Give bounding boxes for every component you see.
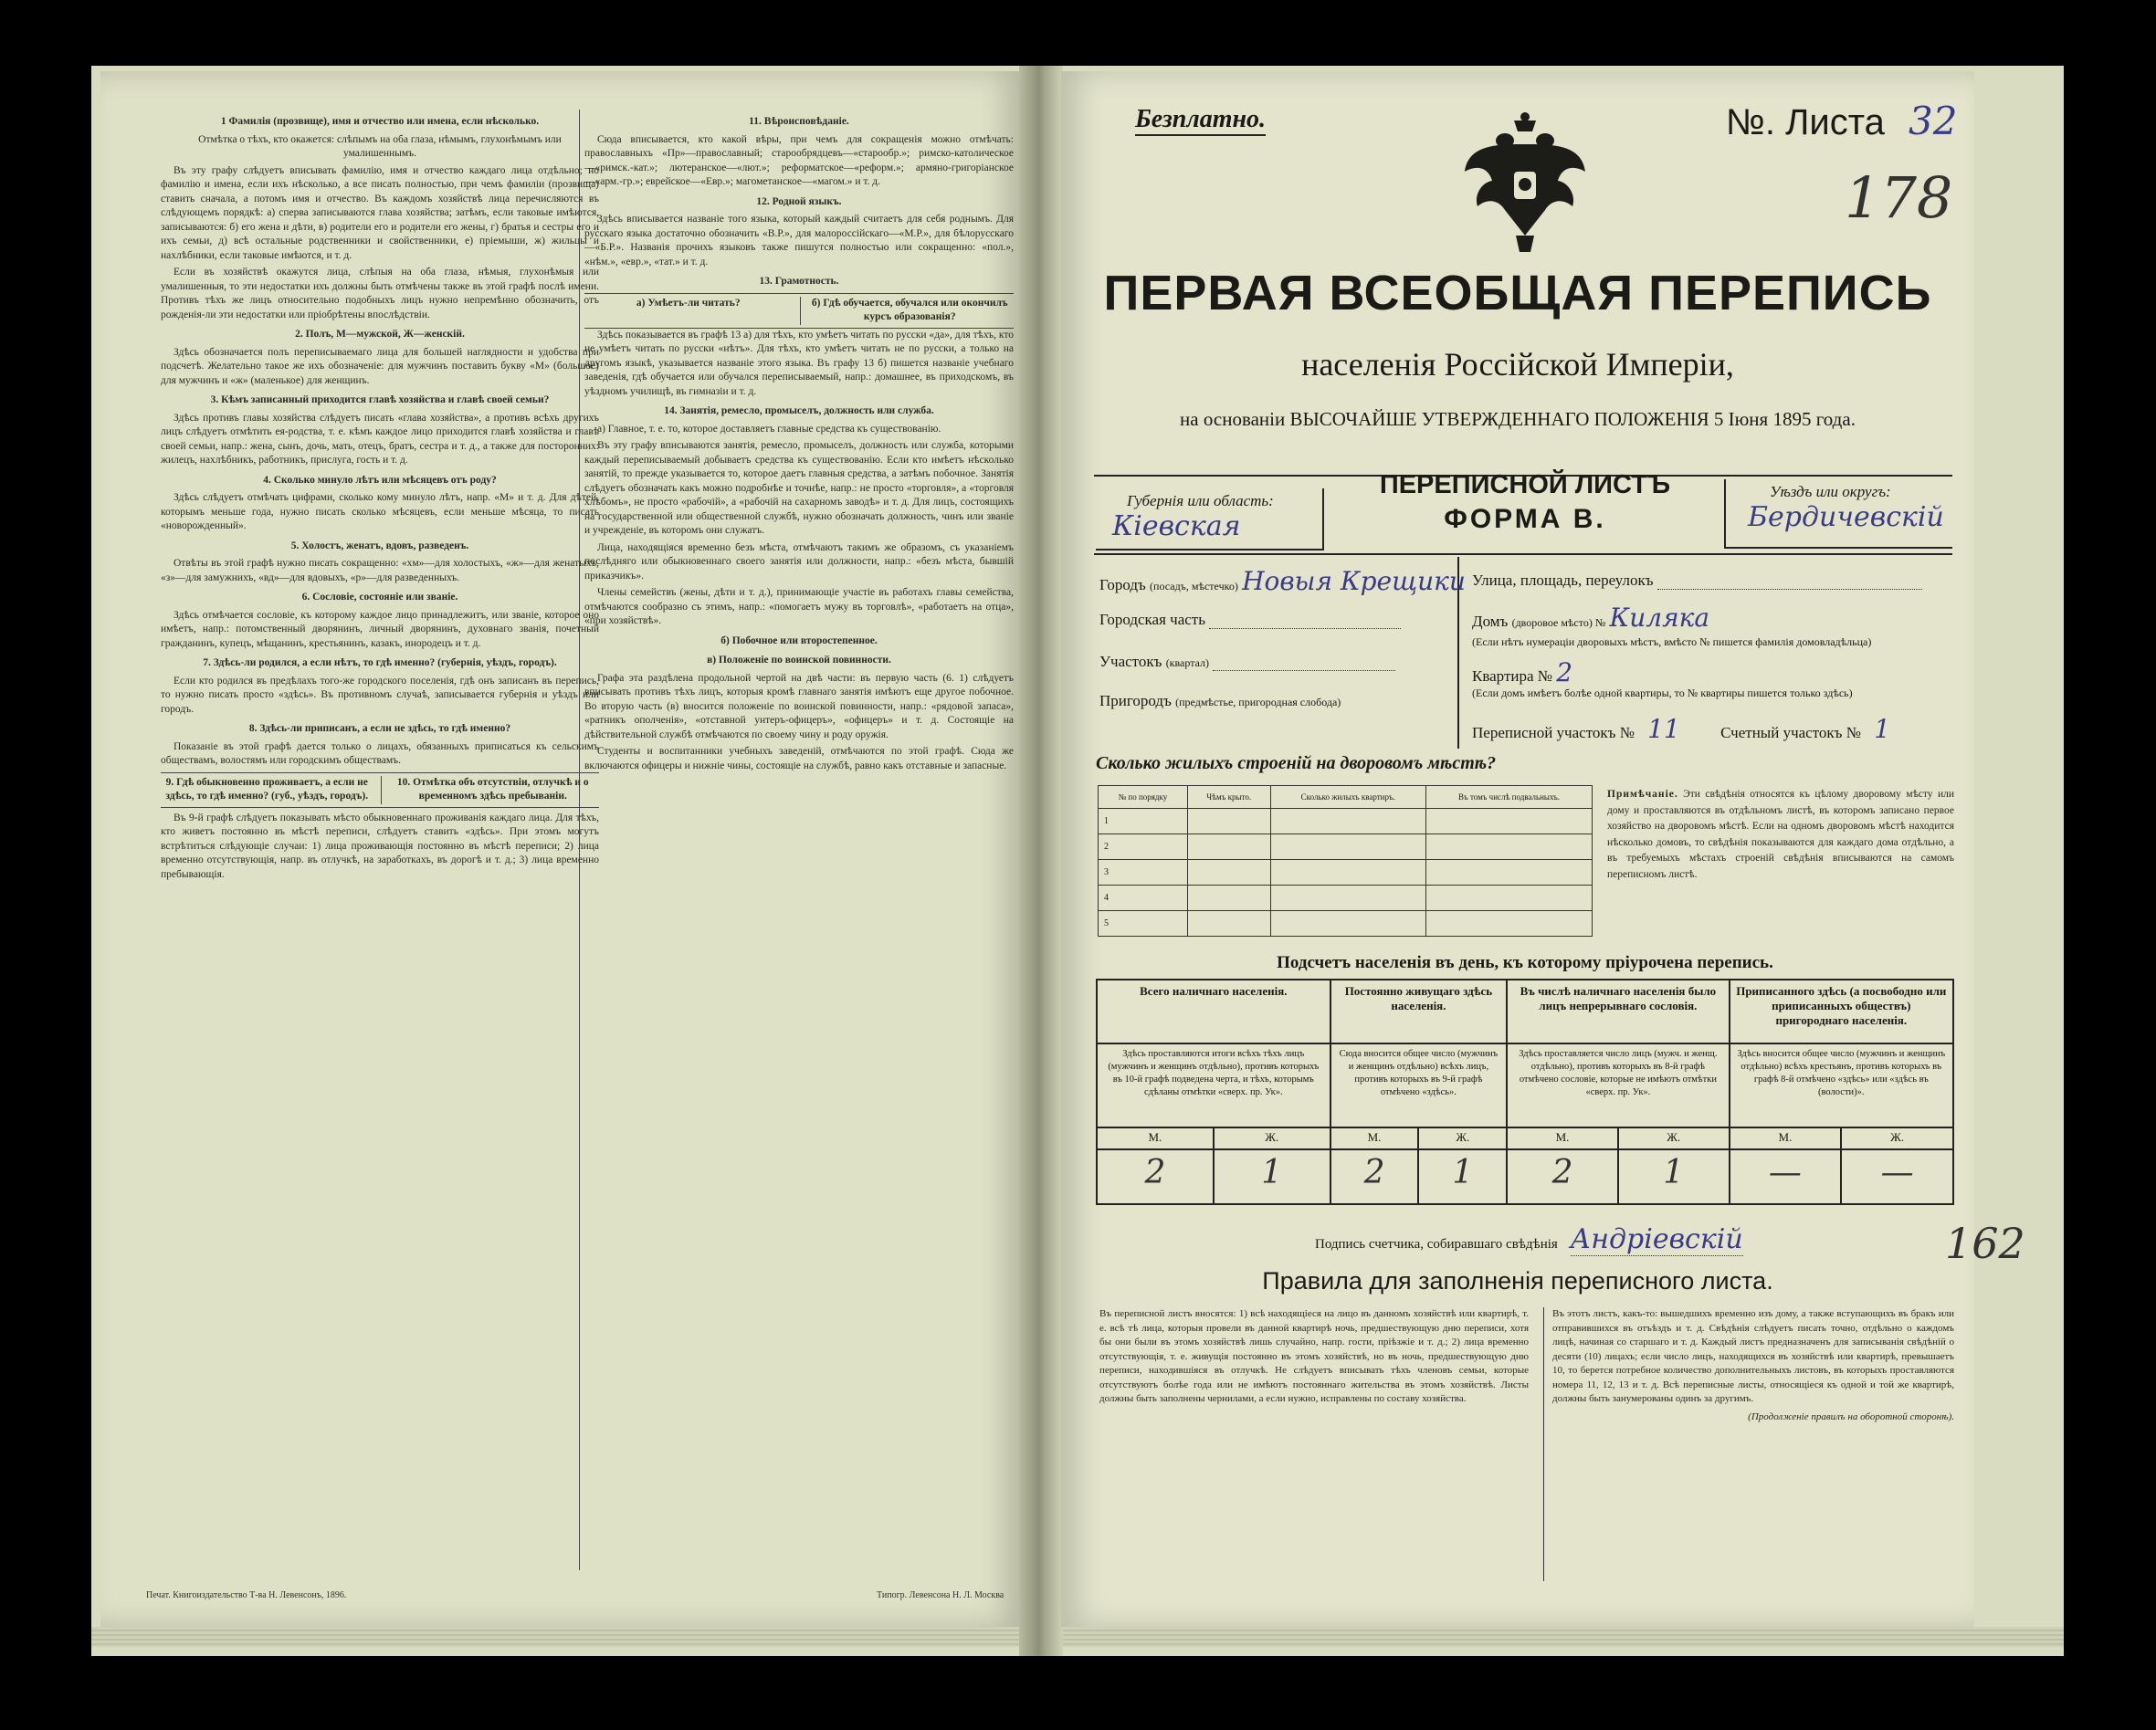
guberniya-box xyxy=(1096,488,1324,550)
count-header-estate: Въ числѣ наличнаго населенія было лицъ непрерывнаго сословія. xyxy=(1507,980,1729,1043)
count-district-value: 1 xyxy=(1874,714,1891,744)
section-14-text-2: Лица, находящіяся временно безъ мѣста, отмѣчаютъ такимъ же образомъ, съ указаніемъ послѣдняго или обыкновеннаго своего занятія или должности, напр.: «безъ мѣста, бывшій приказчикъ». xyxy=(584,541,1014,582)
left-footer-right: Типогр. Левенсона Н. Л. Москва xyxy=(877,1590,1004,1600)
uchastok-row xyxy=(1099,652,1395,671)
section-13b-title: б) Гдѣ обучается, обучался или окончилъ курсъ образованія? xyxy=(800,297,1015,325)
count-estate-m: 2 xyxy=(1507,1149,1618,1204)
count-header-present: Всего наличнаго населенія. xyxy=(1097,980,1330,1043)
buildings-row xyxy=(1099,809,1593,834)
districts-row xyxy=(1472,714,1890,744)
prigorod-label: Пригородъ xyxy=(1099,692,1172,709)
section-11-text: Сюда вписывается, кто какой вѣры, при чемъ для сокращенія можно отмѣчать: православныхъ «Пр»—православный; старообрядцевъ—«старообр.»; римско-католическое—«римск.-кат.»; лютеранское—«лют.»; реформатское—«реформ.»; армяно-григоріанское—«арм.-гр.»; еврейское—«Евр.»; магометанское—«магом.» и т. д. xyxy=(584,133,1014,187)
counter-label: Подпись счетчика, собиравшаго свѣдѣнія xyxy=(1315,1237,1558,1252)
street-field xyxy=(1657,571,1922,590)
count-registered-f: — xyxy=(1841,1149,1953,1204)
section-14a: а) Главное, т. е. то, которое доставляетъ главные средства къ существованію. xyxy=(597,423,941,435)
flat-label: Квартира № xyxy=(1472,667,1553,685)
count-estate-f: 1 xyxy=(1618,1149,1730,1204)
perepis-district-label: Переписной участокъ № xyxy=(1472,724,1635,741)
buildings-row-no: 2 xyxy=(1099,834,1188,860)
count-present-f: 1 xyxy=(1214,1149,1330,1204)
buildings-header-roof: Чѣмъ крыто. xyxy=(1187,786,1270,809)
uchastok-field xyxy=(1213,652,1395,671)
buildings-table xyxy=(1098,785,1593,937)
section-14-text-4: Графа эта раздѣлена продольной чертой на двѣ части: въ первую часть (6. 1) слѣдуетъ вписывать противъ тѣхъ лицъ, которыя кромѣ главнаго занятія имѣютъ еще другое побочное. Во вторую часть (в) вносится положеніе по воинской повинности, напр.: «рядовой запаса», «ратникъ ополченія», «отставной унтеръ-офицеръ», «офицеръ» и т. д. Состоящіе на дѣйствительной службѣ отмѣчаются по своему чину и роду оружія. xyxy=(584,672,1014,740)
prigorod-label-small: (предмѣстье, пригородная слобода) xyxy=(1175,696,1341,708)
section-14-text-3: Члены семействъ (жены, дѣти и т. д.), принимающіе участіе въ работахъ главы семейства, отмѣчаются сообразно съ этимъ, напр.: «помогаетъ мужу въ торговлѣ», «работаетъ на отца», «при хозяйствѣ». xyxy=(584,587,1014,626)
house-label: Домъ xyxy=(1472,613,1509,630)
population-count-title: Подсчетъ населенія въ день, къ которому пріурочена перепись. xyxy=(1277,953,1773,972)
book-gutter xyxy=(1019,66,1063,1656)
section-1-text: Въ эту графу слѣдуетъ вписывать фамилію, имя и отчество каждаго лица отдѣльно; но фамилію и имена, если ихъ нѣсколько, а все писать полностью, при чемъ фамиліи (прозвища) ставить сначала, а потомъ имя и отчество. Въ каждомъ хозяйствѣ лица перечисляются въ слѣдующемъ порядкѣ: а) сперва записываются глава хозяйства; затѣмъ, если таковые имѣются, записываются: б) его жена и дѣти, в) родители его и родители его жены, г) братья и сестры его и ихъ семьи, д) всѣ остальные родственники и свойственники, е) пріемыши, ж) жильцы и нахлѣбники, если таковые имѣются, и т. д. xyxy=(161,164,599,261)
count-desc-registered: Здѣсь вносится общее число (мужчинъ и женщинъ отдѣльно) всѣхъ крестьянъ, противъ которыхъ въ графѣ 8-й отмѣчено «здѣсь» или «здѣсь въ (волости)». xyxy=(1730,1043,1953,1127)
section-5-title: 5. Холостъ, женатъ, вдовъ, разведенъ. xyxy=(290,540,469,551)
note-label: Примѣчаніе. xyxy=(1607,789,1678,800)
count-desc-present: Здѣсь проставляются итоги всѣхъ тѣхъ лицъ (мужчинъ и женщинъ отдѣльно), противъ которыхъ въ 10-й графѣ подведена черта, и тѣхъ, которымъ сдѣланы отмѣтки «сверх. пр. Ук». xyxy=(1097,1043,1330,1127)
section-14-text: Въ эту графу вписываются занятія, ремесло, промыселъ, должность или служба, которыми каждый переписываемый добываетъ средства къ существованію. Если кто имѣетъ нѣсколько занятій, то прежде указывается то, которое даетъ главныя средства, а затѣмъ побочное. Занятія слѣдуетъ обозначать какъ можно подробнѣе и точнѣе, напр.: не просто «торговля», а «торговля хлѣбомъ», не просто «рабочій», а «рабочій на сахарномъ заводѣ» и т. д. Для лицъ, состоящихъ на государственной или общественной службѣ, нужно обозначать должность, чинъ или званіе и учрежденіе, въ которомъ они служатъ. xyxy=(584,440,1014,536)
buildings-row-no: 5 xyxy=(1099,911,1188,937)
city-part-field xyxy=(1209,610,1401,629)
rules-right xyxy=(1552,1307,1954,1424)
street-label: Улица, площадь, переулокъ xyxy=(1472,571,1654,589)
house-value: Киляка xyxy=(1609,603,1710,633)
count-permanent-m: 2 xyxy=(1330,1149,1419,1204)
section-8-text: Показаніе въ этой графѣ дается только о лицахъ, обязанныхъ приписаться къ сельскимъ обществамъ, волостямъ или городскимъ обществамъ. xyxy=(161,740,599,766)
left-footer: Печат. Книгоиздательство Т-ва Н. Левенсонъ, 1896. xyxy=(146,1590,347,1600)
section-2-title: 2. Полъ, М—мужской, Ж—женскій. xyxy=(295,329,465,340)
buildings-row xyxy=(1099,860,1593,886)
section-12-title: 12. Родной языкъ. xyxy=(756,195,842,207)
section-7-title: 7. Здѣсь-ли родился, а если нѣтъ, то гдѣ именно? (губернія, уѣздъ, городъ). xyxy=(203,657,557,668)
section-14-text-5: Студенты и воспитанники учебныхъ заведеній, отмѣчаются по этой графѣ. Сюда же включаются офицеры и нижніе чины, состоящіе на службѣ, равно какъ отставные и запасные. xyxy=(584,746,1014,771)
guberniya-label: Губернія или область: xyxy=(1127,492,1274,509)
census-title: ПЕРВАЯ ВСЕОБЩАЯ ПЕРЕПИСЬ xyxy=(1103,266,1932,320)
buildings-row-no: 4 xyxy=(1099,886,1188,911)
section-12-text: Здѣсь вписывается названіе того языка, который каждый считаетъ для себя роднымъ. Для русскаго языка достаточно обозначить «В.Р.», для малороссійскаго—«М.Р.», для бѣлорусскаго—«Б.Р.». Названія прочихъ языковъ также пишутся полностью или сокращенно: «пол.», «нѣм.», «евр.», «тат.» и т. д. xyxy=(584,214,1014,267)
buildings-row xyxy=(1099,834,1593,860)
section-3-text: Здѣсь противъ главы хозяйства слѣдуетъ писать «глава хозяйства», а противъ всѣхъ другихъ лицъ слѣдуетъ отмѣтить ея-родства, т. е. кѣмъ каждое лицо приходится главѣ хозяйства и главѣ своей семьи, напр.: жена, сынъ, дочь, мать, отецъ, братъ, сестра и т. д., а также для посторонних: жилецъ, нахлѣбникъ, работникъ, прислуга, гость и т. д. xyxy=(161,412,599,466)
pencil-note-162: 162 xyxy=(1945,1219,2025,1268)
section-11-title: 11. Вѣроисповѣданіе. xyxy=(749,116,849,127)
buildings-header-flats: Сколько жилыхъ квартиръ. xyxy=(1270,786,1426,809)
form-label: ФОРМА В. xyxy=(1444,504,1606,534)
section-1-title: 1 Фамилія (прозвище), имя и отчество или имена, если нѣсколько. xyxy=(220,116,540,127)
buildings-row xyxy=(1099,886,1593,911)
section-8-title: 8. Здѣсь-ли приписанъ, а если не здѣсь, то гдѣ именно? xyxy=(248,723,511,734)
section-1-subtitle: Отмѣтка о тѣхъ, кто окажется: слѣпымъ на оба глаза, нѣмымъ, глухонѣмымъ или умалишеннымъ. xyxy=(198,133,562,159)
city-value: Новыя Крещики xyxy=(1242,566,1466,596)
section-13-text: Здѣсь показывается въ графѣ 13 а) для тѣхъ, кто умѣетъ читать по русски «да», для тѣхъ, кто не умѣетъ читать по русски «нѣтъ». Для тѣхъ, кто умѣетъ читать не по русски, а только на другомъ языкѣ, указывается названіе этого языка. Въ графу 13 б) пишется названіе учебнаго заведенія, гдѣ обучается или обучался переписываемый, напр.: домашнее, въ приходскомъ, въ уѣздномъ училищѣ, въ гимназіи и т. д. xyxy=(584,329,1014,397)
section-7-text: Если кто родился въ предѣлахъ того-же городского поселенія, гдѣ онъ записанъ въ перепись, то нужно писать просто «здѣсь». Въ противномъ случаѣ, записывается губернія и уѣздъ или городъ. xyxy=(161,675,599,715)
count-present-m: 2 xyxy=(1097,1149,1214,1204)
buildings-row-no: 1 xyxy=(1099,809,1188,834)
flat-value: 2 xyxy=(1556,657,1573,687)
buildings-header-no: № по порядку xyxy=(1099,786,1188,809)
section-4-title: 4. Сколько минуло лѣтъ или мѣсяцевъ отъ роду? xyxy=(263,474,497,486)
section-9-text: Въ 9-й графѣ слѣдуетъ показывать мѣсто обыкновеннаго проживанія каждаго лица. Для тѣхъ, кто живетъ постоянно въ мѣстѣ переписи, слѣдуетъ ставить «здѣсь». При этомъ могутъ встрѣтиться слѣдующіе случаи: 1) лица проживающія постоянно въ мѣстѣ переписи; 2) лица временно отсутствующія, напр. въ отлучкѣ, на заработкахъ, въ дорогѣ и т. д.; 3) лица временно пребывающія. xyxy=(161,812,599,880)
left-column-2 xyxy=(584,110,1014,776)
female-label: Ж. xyxy=(1841,1127,1953,1149)
perepis-district-value: 11 xyxy=(1647,714,1680,744)
city-label: Городъ xyxy=(1099,576,1146,593)
count-desc-estate: Здѣсь проставляется число лицъ (мужч. и женщ. отдѣльно), противъ которыхъ въ 8-й графѣ отмѣчено сословіе, которые не имѣютъ отмѣтки «сверх. пр. Ук». xyxy=(1507,1043,1729,1127)
uchastok-label: Участокъ xyxy=(1099,653,1162,670)
buildings-row-no: 3 xyxy=(1099,860,1188,886)
section-10-title: 10. Отмѣтка объ отсутствіи, отлучкѣ и о временномъ здѣсь пребываніи. xyxy=(381,776,600,804)
city-part-label: Городская часть xyxy=(1099,611,1205,628)
house-note: (Если нѣтъ нумераціи дворовыхъ мѣстъ, вмѣсто № пишется фамилія домовладѣльца) xyxy=(1472,635,1872,648)
flat-row xyxy=(1472,657,1572,687)
house-label-small: (дворовое мѣсто) № xyxy=(1511,616,1606,629)
city-row xyxy=(1099,566,1466,596)
section-9-title: 9. Гдѣ обыкновенно проживаетъ, а если не здѣсь, то гдѣ именно? (губ., уѣздъ, городъ). xyxy=(165,776,369,802)
section-13-title: 13. Грамотность. xyxy=(759,276,839,287)
count-district-label: Счетный участокъ № xyxy=(1720,724,1861,741)
buildings-header-basement: Въ томъ числѣ подвальныхъ. xyxy=(1426,786,1593,809)
male-label: М. xyxy=(1730,1127,1842,1149)
note-text: Эти свѣдѣнія относятся къ цѣлому дворовому мѣсту или дому и проставляются въ отдѣльномъ листѣ, въ которомъ записано первое хозяйство на дворовомъ мѣстѣ. Если на одномъ дворовомъ мѣстѣ находится нѣсколько домовъ, то свѣдѣнія показываются для каждаго дома отдѣльно, а въ требуемыхъ мѣстахъ строеній свѣдѣнія вписываются на самомъ переписномъ листѣ. xyxy=(1607,789,1954,880)
flat-note: (Если домъ имѣетъ болѣе одной квартиры, то № квартиры пишется только здѣсь) xyxy=(1472,687,1853,699)
imperial-eagle-emblem-icon xyxy=(1461,108,1589,254)
census-basis: на основаніи ВЫСОЧАЙШЕ УТВЕРЖДЕННАГО ПОЛОЖЕНІЯ 5 Іюня 1895 года. xyxy=(1180,408,1856,430)
section-5-text: Отвѣты въ этой графѣ нужно писать сокращенно: «хм»—для холостыхъ, «ж»—для женатыхъ, «з»—для замужнихъ, «вд»—для вдовыхъ, «р»—для разведенныхъ. xyxy=(161,558,599,583)
population-count-table xyxy=(1096,979,1954,1205)
count-desc-permanent: Сюда вносится общее число (мужчинъ и женщинъ отдѣльно) всѣхъ лицъ, противъ которыхъ въ 9-й графѣ отмѣчено «здѣсь». xyxy=(1330,1043,1508,1127)
section-2-text: Здѣсь обозначается полъ переписываемаго лица для большей наглядности и удобства при подсчетѣ. Желательно такое же ихъ обозначеніе: для мужчинъ поставить букву «М» (большое) для мужчинъ и «ж» (маленькое) для женщинъ. xyxy=(161,346,599,386)
rules-title: Правила для заполненія переписного листа. xyxy=(1262,1267,1773,1295)
counter-signature xyxy=(1315,1223,1743,1255)
sheet-number-value: 32 xyxy=(1909,99,1958,143)
sheet-form-heading xyxy=(1324,470,1726,535)
female-label: Ж. xyxy=(1418,1127,1507,1149)
section-13a-title: а) Умѣетъ-ли читать? xyxy=(636,297,741,309)
rules-footnote: (Продолженіе правилъ на оборотной сторонѣ). xyxy=(1748,1410,1954,1422)
house-row xyxy=(1472,603,1709,633)
count-header-permanent: Постоянно живущаго здѣсь населенія. xyxy=(1330,980,1508,1043)
uchastok-label-small: (квартал) xyxy=(1165,656,1209,669)
city-part-row xyxy=(1099,610,1401,629)
section-4-text: Здѣсь слѣдуетъ отмѣчать цифрами, сколько кому минуло лѣтъ, напр. «М» и т. д. Для дѣтей, которымъ меньше года, нужно писать сколько мѣсяцевъ, если меньше мѣсяца, то писать «новорожденный». xyxy=(161,492,599,531)
page-edges xyxy=(91,1627,2064,1647)
section-14c: в) Положеніе по воинской повинности. xyxy=(707,655,891,666)
section-14-title: 14. Занятія, ремесло, промыселъ, должность или служба. xyxy=(664,405,934,416)
census-sheet-label: ПЕРЕПИСНОЙ ЛИСТЪ xyxy=(1379,470,1671,499)
male-label: М. xyxy=(1507,1127,1618,1149)
female-label: Ж. xyxy=(1214,1127,1330,1149)
female-label: Ж. xyxy=(1618,1127,1730,1149)
counter-signature-value: Андріевскій xyxy=(1570,1223,1743,1255)
sheet-number-label: №. Листа xyxy=(1726,102,1885,142)
prigorod-row xyxy=(1099,692,1341,710)
uezd-label: Уѣздъ или округъ: xyxy=(1770,483,1891,500)
male-label: М. xyxy=(1097,1127,1214,1149)
count-registered-m: — xyxy=(1730,1149,1842,1204)
uezd-value: Бердичевскій xyxy=(1748,501,1944,533)
free-label: Безплатно. xyxy=(1135,105,1266,136)
guberniya-value: Кіевская xyxy=(1112,510,1241,542)
count-permanent-f: 1 xyxy=(1418,1149,1507,1204)
uezd-box xyxy=(1724,479,1952,549)
male-label: М. xyxy=(1330,1127,1419,1149)
count-header-registered: Приписанного здѣсь (а посвободно или приписанныхъ обществъ) пригороднаго населенія. xyxy=(1730,980,1953,1043)
pencil-note-178: 178 xyxy=(1845,164,1953,231)
street-row xyxy=(1472,571,1922,590)
buildings-row xyxy=(1099,911,1593,937)
rules-divider xyxy=(1543,1307,1544,1581)
section-14b: б) Побочное или второстепенное. xyxy=(720,634,878,646)
rules-right-text: Въ этотъ листъ, какъ-то: вышедшихъ временно изъ дому, а также вступающихъ въ бракъ или отправившихся въ отъѣздъ и т. д. Свѣдѣнія слѣдуетъ писать точно, отдѣльно о каждомъ лицѣ, начиная со старшаго и т. д. Каждый листъ предназначенъ для записыванія свѣдѣній о десяти (10) лицахъ; если число лицъ, находящихся въ хозяйствѣ или квартирѣ, превышаетъ 10, то берется потребное количество дополнительныхъ листовъ, въ которыхъ проставляются номера 11, 12, 13 и т. д. Всѣ переписные листы, относящіеся къ одной и той же квартирѣ, должны быть занумерованы одинъ за другимъ. xyxy=(1552,1308,1954,1404)
buildings-question: Сколько жилыхъ строеній на дворовомъ мѣстѣ? xyxy=(1096,753,1497,773)
section-6-title: 6. Сословіе, состояніе или званіе. xyxy=(301,592,458,603)
buildings-note xyxy=(1607,787,1954,883)
census-subtitle: населенія Россійской Имперіи, xyxy=(1301,346,1734,383)
left-column-1 xyxy=(161,110,599,885)
section-3-title: 3. Кѣмъ записанный приходится главѣ хозяйства и главѣ своей семьи? xyxy=(210,394,550,405)
city-label-small: (посадъ, мѣстечко) xyxy=(1150,580,1238,592)
section-6-text: Здѣсь отмѣчается сословіе, къ которому каждое лицо принадлежитъ, или званіе, которое оно имѣетъ, напр.: потомственный дворянинъ, личный дворянинъ, духовнаго званія, почетный гражданинъ, купецъ, мѣщанинъ, крестьянинъ, казакъ, инородецъ и т. д. xyxy=(161,609,599,649)
rules-left-text: Въ переписной листъ вносятся: 1) всѣ находящіеся на лицо въ данномъ хозяйствѣ или квартирѣ, т. е. всѣ тѣ лица, которыя провели въ данной квартирѣ ночь, предшествующую дню переписи, хотя бы они были въ этомъ хозяйствѣ лишь случайно, напр. гости, пріѣзжіе и т. д.; 2) лица временно отсутствующія, т. е. живущія постоянно въ этомъ хозяйствѣ, но въ ночь, предшествующую дню переписи, находившіяся въ отлучкѣ. Не слѣдуетъ вписывать тѣхъ членовъ семьи, которые отсутствуютъ болѣе года или не имѣютъ постояннаго жительства въ этомъ хозяйствѣ. Листы должны быть заполнены чернилами, а если нужно, исправлены по составу хозяйства. xyxy=(1099,1308,1529,1404)
section-1-text-2: Если въ хозяйствѣ окажутся лица, слѣпыя на оба глаза, нѣмыя, глухонѣмыя или умалишенныя, то эти недостатки ихъ должны быть отмѣчены также въ этой графѣ послѣ имени. Противъ тѣхъ же лицъ относительно подобныхъ лицъ нужно непремѣнно обозначить, отъ рожденія-ли эти недостатки или пріобрѣтены впослѣдствіи. xyxy=(161,267,599,320)
